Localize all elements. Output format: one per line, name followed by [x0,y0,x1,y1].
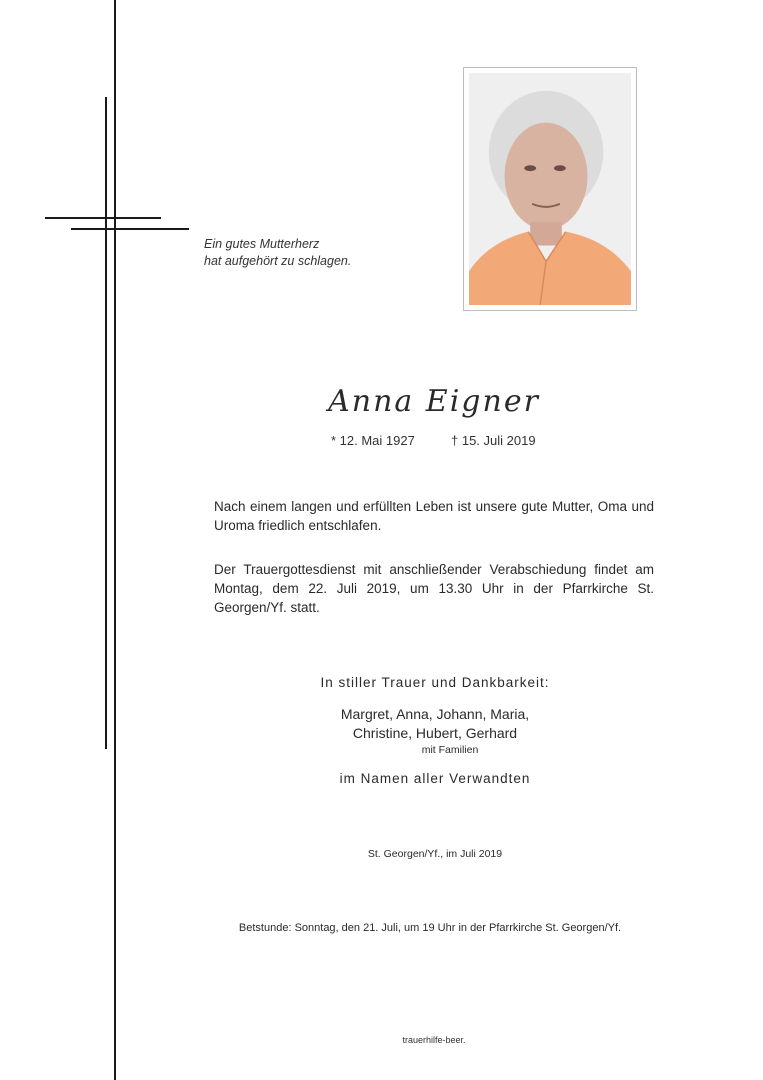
prayer-hour: Betstunde: Sonntag, den 21. Juli, um 19 Uhr in der Pfarrkirche St. Georgen/Yf. [238,922,622,934]
quote-line-1: Ein gutes Mutterherz [204,237,320,251]
cross-vertical-short [105,97,107,749]
mourners-families: mit Familien [421,744,479,756]
imprint: trauerhilfe-beer. [402,1035,466,1045]
cross-vertical-long [114,0,116,1080]
mourners-names-line-2: Christine, Hubert, Gerhard [352,725,518,741]
obituary-paragraph-1: Nach einem langen und erfüllten Leben ist unsere gute Mutter, Oma und Uroma friedlich entschlafen. [214,499,654,533]
obituary-paragraph-2: Der Trauergottesdienst mit anschließender Verabschiedung findet am Montag, dem 22. Juli 2019, um 13.30 Uhr in der Pfarrkirche St. Georgen/Yf. statt. [214,562,654,615]
cross-horizontal-bottom [71,228,189,230]
portrait-frame [463,67,637,311]
place-and-date: St. Georgen/Yf., im Juli 2019 [367,848,503,860]
birth-date: * 12. Mai 1927 [331,433,415,448]
death-date: † 15. Juli 2019 [451,433,536,448]
deceased-name: Anna Eigner [328,384,540,419]
mourners-intro: In stiller Trauer und Dankbarkeit: [320,675,550,690]
mourners-relatives: im Namen aller Verwandten [339,771,531,786]
memorial-quote [204,236,351,270]
cross-horizontal-top [45,217,161,219]
mourners-names-line-1: Margret, Anna, Johann, Maria, [340,706,530,722]
portrait-photo [469,73,631,305]
quote-line-2: hat aufgehört zu schlagen. [204,254,352,268]
